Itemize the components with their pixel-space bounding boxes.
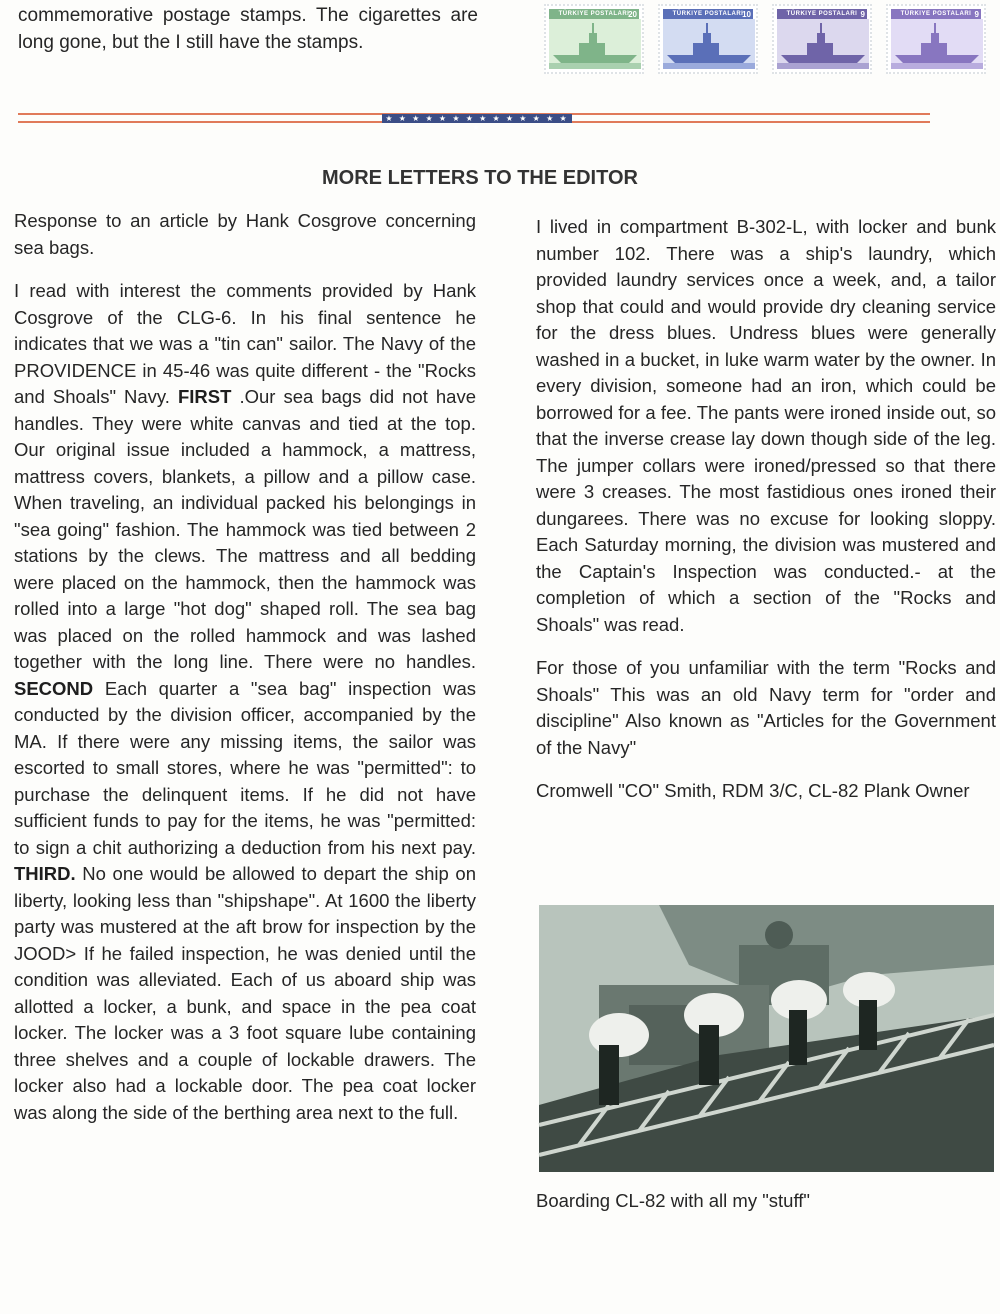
letter-intro: Response to an article by Hank Cosgrove concerning sea bags.	[14, 210, 476, 258]
stamp-image	[544, 4, 644, 74]
stamp-value: 9	[860, 10, 865, 19]
star-divider: ★ ★ ★ ★ ★ ★ ★ ★ ★ ★ ★ ★ ★ ★ ★	[382, 114, 572, 123]
stamp-image	[772, 4, 872, 74]
stamp-image	[658, 4, 758, 74]
first-label: FIRST	[177, 386, 232, 407]
battleship-icon	[663, 19, 755, 69]
letter-body	[14, 278, 476, 1126]
section-heading: MORE LETTERS TO THE EDITOR	[322, 167, 638, 189]
battleship-icon	[777, 19, 869, 69]
letter-text: .Our sea bags did not have handles. They were white canvas and tied at the top. Our original issue included a hammock, a mattress, mattress covers, blankets, a pillow and a pillow case. When traveling, an individual packed his belongings in "sea going" fashion. The hammock was tied between 2 stations by the clews. The mattress and all bedding were placed on the hammock, then the hammock was rolled into a large "hot dog" shaped roll. The sea bag was placed on the rolled hammock and was lashed together with the long line. There were no handles.	[14, 386, 476, 672]
letter-paragraph: I lived in compartment B-302-L, with locker and bunk number 102. There was a ship's laundry, which provided laundry services once a week, and, a tailor shop that could and would provide dry cleaning service for the dress blues. Undress blues were generally washed in a bucket, in luke warm water by the owner. In every division, someone had an iron, which could be borrowed for a fee. The pants were ironed inside out, so that the inverse crease lay down though side of the leg. The jumper collars were ironed/pressed so that there were 3 creases. The most fastidious ones ironed their dungarees. There was no excuse for looking sloppy. Each Saturday morning, the division was mustered and the Captain's Inspection was conducted.- at the completion of which a section of the "Rocks and Shoals" was read.	[536, 216, 996, 635]
left-column	[14, 208, 476, 1143]
ship-boarding-image	[539, 905, 994, 1172]
letter-text: I read with interest the comments provided by Hank Cosgrove of the CLG-6. In his final sentence he indicates that we was a "tin can" sailor. The Navy of the PROVIDENCE in 45-46 was quite different - the "Rocks and Shoals" Navy.	[14, 280, 476, 407]
stamp-value: 9	[974, 10, 979, 19]
battleship-icon	[549, 19, 641, 69]
stamp-image	[886, 4, 986, 74]
letter-text: No one would be allowed to depart the ship on liberty, looking less than "shipshape". At 1600 the liberty party was mustered at the aft brow for inspection by the JOOD> If he failed inspection, he was denied until the condition was alleviated. Each of us aboard ship was allotted a locker, a bunk, and space in the pea coat locker. The locker was a 3 foot square lube containing three shelves and a couple of lockable drawers. The locker also had a lockable door. The pea coat locker was along the side of the berthing area next to the full.	[14, 863, 476, 1123]
stamp-value: 10	[742, 10, 751, 19]
intro-text-fragment: commemorative postage stamps. The cigarettes are long gone, but the I still have the stamps.	[18, 5, 478, 53]
letter-text: Each quarter a "sea bag" inspection was conducted by the division officer, accompanied by the MA. If there were any missing items, the sailor was escorted to small stores, where he was "permitted": to purchase the delinquent items. If he did not have sufficient funds to pay for the items, he was "permitted: to sign a chit authorizing a deduction from his next pay.	[14, 677, 476, 858]
stamp-band: TÜRKIYE POSTALARI	[663, 9, 753, 19]
boarding-photo	[539, 905, 994, 1172]
battleship-icon	[891, 19, 983, 69]
right-column	[536, 214, 996, 822]
photo-caption: Boarding CL-82 with all my "stuff"	[536, 1190, 810, 1211]
letter-signature: Cromwell "CO" Smith, RDM 3/C, CL-82 Plank Owner	[536, 780, 970, 801]
stamp-band: TÜRKIYE POSTALARI	[549, 9, 639, 19]
third-label: THIRD.	[14, 863, 76, 884]
second-label: SECOND	[14, 677, 94, 699]
letter-paragraph: For those of you unfamiliar with the term "Rocks and Shoals" This was an old Navy term for "order and discipline" Also known as "Articles for the Government of the Navy"	[536, 657, 996, 758]
stamp-value: 20	[628, 10, 637, 19]
stamp-band: TÜRKIYE POSTALARI	[891, 9, 981, 19]
stamp-band: TÜRKIYE POSTALARI	[777, 9, 867, 19]
